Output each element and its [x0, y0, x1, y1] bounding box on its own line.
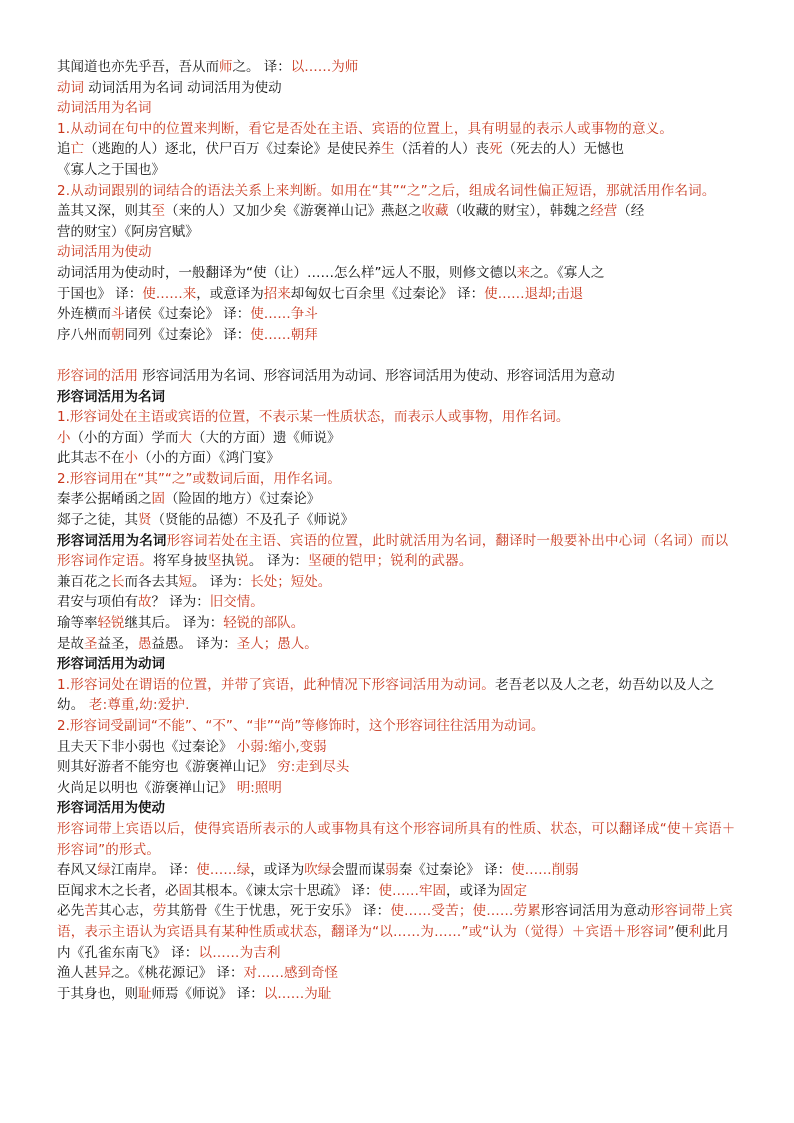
highlight-text: 招来 — [263, 285, 291, 302]
highlight-text: 以……为师 — [290, 59, 359, 75]
body-text: 其根本。《谏太宗十思疏》 译： — [192, 882, 379, 899]
body-text: 益圣， — [97, 635, 138, 652]
text-line — [57, 181, 739, 202]
body-text: 形容词活用为动词 — [57, 656, 165, 673]
text-line — [57, 531, 739, 572]
highlight-text: 轻锐 — [97, 615, 125, 632]
body-text: 春风又 — [57, 862, 98, 879]
body-text: 江南岸。 译： — [111, 862, 197, 879]
highlight-text: 圣人；愚人。 — [236, 635, 318, 652]
body-text: 师焉《师说》 译： — [151, 985, 264, 1002]
body-text: 此月内《孔雀东南飞》 译： — [57, 923, 730, 961]
highlight-text: 长 — [111, 573, 125, 590]
highlight-text: 小弱:缩小,变弱 — [236, 738, 327, 755]
text-line — [57, 819, 739, 860]
body-text: （收藏的财宝），韩魏之 — [448, 203, 591, 220]
body-text: 而各去其 — [124, 573, 179, 590]
highlight-text: 至 — [151, 203, 165, 220]
body-text: 老吾老以及人之老，幼吾幼以及人之幼。 — [57, 676, 715, 714]
highlight-text: 以……为吉利 — [198, 944, 281, 961]
body-text: 形容词活用为意动 — [541, 903, 651, 920]
body-text: （活着的人）丧 — [394, 141, 489, 158]
text-line — [57, 572, 739, 593]
body-text: 便 — [674, 923, 689, 940]
text-line — [57, 901, 739, 963]
text-line — [57, 263, 739, 284]
highlight-text: 亡 — [70, 141, 84, 158]
text-line — [57, 201, 739, 222]
highlight-text: 苦 — [84, 903, 99, 920]
text-line — [57, 737, 739, 758]
highlight-text: 动词 — [57, 79, 84, 96]
highlight-text: 穷:走到尽头 — [277, 759, 350, 776]
body-text: （大的方面）遗《师说》 — [192, 429, 341, 446]
highlight-text: 朝 — [111, 326, 125, 343]
body-text: 匈奴七百余里《过秦论》 译： — [304, 285, 485, 302]
highlight-text: 师 — [219, 59, 233, 75]
text-line — [57, 881, 739, 902]
body-text: 秦孝公据崤函之 — [57, 491, 152, 508]
body-text: 则其好游者不能穷也《游褒禅山记》 — [57, 759, 278, 776]
body-text: 形容词活用为名词 — [57, 388, 165, 405]
highlight-text: 形容词带上宾语，表示主语认为宾语具有某种性质或状态，翻译为“以……为……”或“认为（觉得）＋宾语＋形容词” — [57, 903, 733, 940]
body-text: 盖其又深，则其 — [57, 203, 152, 220]
highlight-text: 1.形容词处在谓语的位置，并带了宾语，此种情况下形容词活用为动词。 — [57, 676, 495, 693]
highlight-text: 贤 — [138, 512, 152, 529]
text-line — [57, 304, 739, 325]
body-text: （贤能的品德）不及孔子《师说》 — [151, 512, 354, 529]
highlight-text: 使……削弱 — [511, 862, 579, 879]
highlight-text: 小 — [124, 450, 138, 467]
text-line — [57, 284, 739, 305]
body-text: 却 — [290, 285, 305, 302]
highlight-text: 大 — [178, 429, 192, 446]
highlight-text: 使……退却;击退 — [484, 285, 584, 302]
text-line — [57, 366, 739, 387]
body-text: 臣闻求木之长者，必 — [57, 882, 179, 899]
body-text: （小的方面）学而 — [70, 429, 179, 446]
highlight-text: 明:照明 — [236, 779, 282, 796]
body-text: 《寡人之于国也》 — [57, 161, 165, 178]
text-line — [57, 757, 739, 778]
highlight-text: 弱 — [385, 862, 399, 879]
highlight-text: 使……来 — [142, 285, 197, 302]
text-line — [57, 984, 739, 1005]
highlight-text: 收藏 — [421, 203, 449, 220]
highlight-text: 轻锐的部队。 — [223, 615, 305, 632]
highlight-text: 吹绿 — [304, 862, 332, 879]
highlight-text: 斗 — [111, 306, 125, 323]
highlight-text: 使……争斗 — [250, 306, 318, 323]
highlight-text: 愚 — [138, 635, 152, 652]
highlight-text: 坚硬的铠甲；锐利的武器。 — [308, 553, 473, 570]
body-text: 其筋骨《生于忧患，死于安乐》 译： — [166, 903, 391, 920]
body-text: 之。 译： — [232, 59, 291, 75]
body-text: 此其志不在 — [57, 450, 125, 467]
highlight-text: 劳 — [152, 903, 167, 920]
body-text: 瑜等率 — [57, 615, 98, 632]
text-line — [57, 160, 739, 181]
highlight-text: 老:尊重,幼:爱护. — [88, 697, 190, 714]
highlight-text: 2.形容词受副词“不能”、“不”、“非”“尚”等修饰时，这个形容词往往活用为动词。 — [57, 718, 545, 734]
body-text: ，或译为 — [250, 862, 305, 879]
highlight-text: 2.从动词跟别的词结合的语法关系上来判断。如用在“其”“之”之后，组成名词性偏正短语，那就活用作名词。 — [57, 182, 716, 199]
highlight-text: 动词活用为使动 — [57, 244, 152, 261]
highlight-text: 使……牢固 — [378, 882, 447, 899]
text-line — [57, 448, 739, 469]
highlight-text: 形容词带上宾语以后，使得宾语所表示的人或事物具有这个形容词所具有的性质、状态，可以翻译成“使＋宾语＋形容词”的形式。 — [57, 820, 736, 858]
highlight-text: 使……朝拜 — [250, 326, 318, 343]
body-text: 。 译为： — [192, 573, 251, 590]
text-line — [57, 634, 739, 655]
body-text: 兼百花之 — [57, 573, 111, 590]
highlight-text: 耻 — [138, 985, 152, 1002]
highlight-text: 长处；短处。 — [250, 573, 332, 590]
highlight-text: 小 — [57, 429, 71, 446]
body-text: ？ 译为： — [151, 594, 210, 611]
body-text: 动词活用为名词 动词活用为使动 — [84, 79, 282, 96]
text-line — [57, 778, 739, 799]
highlight-text: 使……绿 — [196, 862, 251, 879]
text-line — [57, 716, 739, 737]
body-text: （来的人）又加少矣《游褒禅山记》燕赵之 — [165, 203, 422, 220]
body-text: 会盟而谋 — [331, 862, 386, 879]
highlight-text: 动词活用为名词 — [57, 100, 152, 117]
highlight-text: 固 — [151, 491, 165, 508]
text-line — [57, 613, 739, 634]
highlight-text: 绿 — [97, 862, 111, 879]
highlight-text: 对……感到奇怪 — [243, 965, 339, 982]
body-text: 追 — [57, 141, 71, 158]
body-text: 执 — [221, 553, 236, 570]
body-text: 其心志， — [98, 903, 153, 920]
text-line — [57, 387, 739, 408]
highlight-text: 固 — [178, 882, 192, 899]
body-text: 益愚。 译为： — [151, 635, 237, 652]
highlight-text: 形容词的活用 — [57, 367, 138, 384]
text-line — [57, 489, 739, 510]
body-text: （逃跑的人）逐北，伏尸百万《过秦论》是使民养 — [84, 141, 381, 158]
text-line — [57, 57, 739, 78]
text-line — [57, 139, 739, 160]
highlight-text: 圣 — [84, 635, 98, 652]
highlight-text: 利 — [688, 923, 703, 940]
body-text: 动词活用为使动时，一般翻译为“使（让）……怎么样”远人不服，则修文德以 — [57, 264, 517, 281]
body-text: 秦《过秦论》 译： — [398, 862, 512, 879]
body-text: ，或意译为 — [196, 285, 264, 302]
highlight-text: 2.形容词用在“其”“之”或数词后面，用作名词。 — [57, 470, 341, 487]
body-text: 。 译为： — [248, 553, 309, 570]
body-text: 必先 — [57, 903, 85, 920]
body-text: 火尚足以明也《游褒禅山记》 — [57, 779, 237, 796]
highlight-text: 形容词若处在主语、宾语的位置，此时就活用为名词，翻译时一般要补出中心词（名词）而以形容词作定语。 — [57, 532, 729, 570]
blank-line — [57, 345, 739, 366]
document-body — [57, 57, 739, 1004]
text-line — [57, 407, 739, 428]
highlight-text: 以……为耻 — [263, 985, 332, 1002]
highlight-text: 经营 — [590, 203, 618, 220]
text-line — [57, 78, 739, 99]
highlight-text: 旧交情。 — [209, 594, 264, 611]
body-text: 郯子之徒，其 — [57, 512, 138, 529]
body-text: （经 — [617, 203, 645, 220]
text-line — [57, 469, 739, 490]
text-line — [57, 222, 739, 243]
highlight-text: 故 — [138, 594, 152, 611]
text-line — [57, 98, 739, 119]
body-text: 营的财宝）《阿房宫赋》 — [57, 223, 199, 240]
text-line — [57, 119, 739, 140]
body-text: 诸侯《过秦论》 译： — [124, 306, 251, 323]
body-text: 是故 — [57, 635, 84, 652]
text-line — [57, 963, 739, 984]
body-text: 形容词活用为名词、形容词活用为动词、形容词活用为使动、形容词活用为意动 — [138, 367, 615, 384]
highlight-text: 坚 — [207, 553, 222, 570]
highlight-text: 生 — [381, 141, 395, 158]
text-line — [57, 654, 739, 675]
highlight-text: 1.形容词处在主语或宾语的位置，不表示某一性质状态，而表示人或事物，用作名词。 — [57, 409, 570, 426]
body-text: 之。《寡人之 — [530, 264, 605, 281]
body-text: 将军身披 — [152, 553, 208, 570]
body-text: （死去的人）无憾也 — [502, 141, 624, 158]
body-text: 序八州而 — [57, 326, 111, 343]
text-line — [57, 325, 739, 346]
highlight-text: 1.从动词在句中的位置来判断，看它是否处在主语、宾语的位置上，具有明显的表示人或事物的意义。 — [57, 120, 674, 137]
highlight-text: 来 — [516, 264, 530, 281]
body-text: 之。《桃花源记》 译： — [111, 965, 244, 982]
highlight-text: 使……受苦；使……劳累 — [390, 903, 542, 920]
text-line — [57, 242, 739, 263]
body-text: 于其身也，则 — [57, 985, 138, 1002]
highlight-text: 固定 — [500, 882, 528, 899]
highlight-text: 短 — [178, 573, 192, 590]
body-text: （小的方面）《鸿门宴》 — [138, 450, 280, 467]
body-text: 于国也》 译： — [57, 285, 143, 302]
body-text: 继其后。 译为： — [124, 615, 224, 632]
text-line — [57, 860, 739, 881]
text-line — [57, 675, 739, 716]
body-text: 君安与项伯有 — [57, 594, 138, 611]
body-text: ，或译为 — [446, 882, 501, 899]
body-text: 形容词活用为使动 — [57, 800, 165, 817]
body-text: 且夫天下非小弱也《过秦论》 — [57, 738, 237, 755]
text-line — [57, 428, 739, 449]
highlight-text: 异 — [97, 965, 111, 982]
text-line — [57, 798, 739, 819]
body-text: （险固的地方）《过秦论》 — [165, 491, 321, 508]
text-line — [57, 510, 739, 531]
body-text: 同列《过秦论》 译： — [124, 326, 251, 343]
highlight-text: 死 — [489, 141, 503, 158]
body-text: 外连横而 — [57, 306, 111, 323]
body-text: 渔人甚 — [57, 965, 98, 982]
highlight-text: 锐 — [235, 553, 249, 570]
bold-heading-text: 形容词活用为名词 — [57, 532, 167, 549]
body-text: 其闻道也亦先乎吾，吾从而 — [57, 59, 219, 75]
text-line — [57, 592, 739, 613]
